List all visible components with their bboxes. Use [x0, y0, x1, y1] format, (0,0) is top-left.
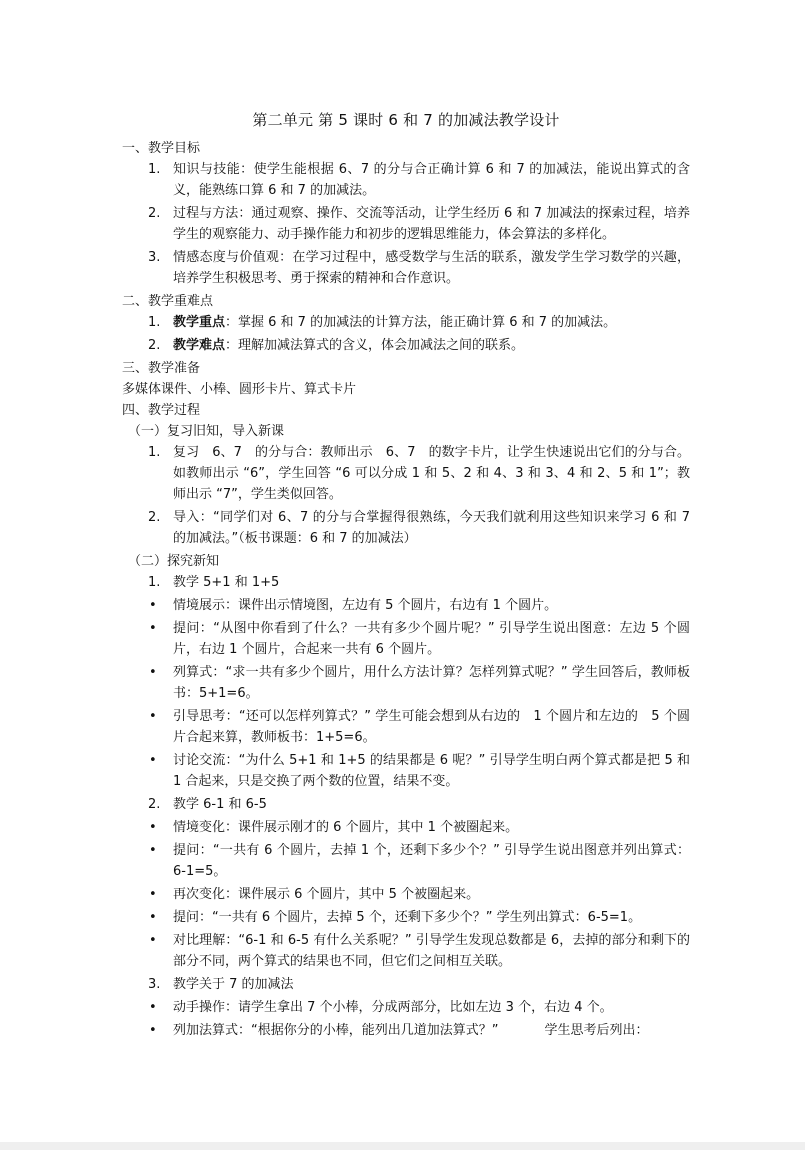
- bullet-text: 列加法算式：“根据你分的小棒，能列出几道加法算式？”: [173, 1023, 499, 1038]
- bullet-dot: •: [149, 1023, 157, 1038]
- list-item: [122, 312, 690, 333]
- list-number: 3.: [148, 250, 161, 265]
- section-heading-key-points: 二、教学重难点: [122, 294, 214, 309]
- key-point-label: 教学重点: [173, 315, 226, 330]
- preparation-text: 多媒体课件、小棒、圆形卡片、算式卡片: [122, 382, 357, 397]
- list-item: [122, 442, 690, 505]
- list-number: 1.: [148, 315, 161, 330]
- bullet-item: [122, 662, 690, 704]
- bullet-text: 对比理解：“6-1 和 6-5 有什么关系呢？” 引导学生发现总数都是 6，去掉的部分和剩下的部分不同，两个算式的结果也不同，但它们之间相互关联。: [173, 933, 690, 969]
- list-text: ：掌握 6 和 7 的加减法的计算方法，能正确计算 6 和 7 的加减法。: [225, 315, 617, 330]
- bullet-item: [122, 1020, 690, 1041]
- section-heading-goals: 一、教学目标: [122, 141, 201, 156]
- list-item: [122, 507, 690, 549]
- bullet-text: 讨论交流：“为什么 5+1 和 1+5 的结果都是 6 呢？” 引导学生明白两个算式都是把 5 和 1 合起来，只是交换了两个数的位置，结果不变。: [173, 753, 690, 789]
- list-text: 教学 6-1 和 6-5: [173, 797, 267, 812]
- bullet-dot: •: [149, 933, 157, 948]
- bullet-item: [122, 907, 690, 928]
- bullet-dot: •: [149, 820, 157, 835]
- bullet-text: 提问：“一共有 6 个圆片，去掉 1 个，还剩下多少个？” 引导学生说出图意并列出算式：6-1=5。: [173, 843, 690, 879]
- bullet-item: [122, 706, 690, 748]
- list-item: [122, 203, 690, 245]
- bullet-text: 引导思考：“还可以怎样列算式？” 学生可能会想到从右边的 1 个圆片和左边的 5 个圆片合起来算，教师板书：1+5=6。: [173, 709, 690, 745]
- list-number: 2.: [148, 338, 161, 353]
- list-text: 教学 5+1 和 1+5: [173, 575, 280, 590]
- bullet-text: 列算式：“求一共有多少个圆片，用什么方法计算？怎样列算式呢？” 学生回答后，教师板书：5+1=6。: [173, 665, 690, 701]
- bullet-dot: •: [149, 621, 157, 636]
- bullet-item: [122, 817, 690, 838]
- list-text: 导入：“同学们对 6、7 的分与合掌握得很熟练，今天我们就利用这些知识来学习 6 和 7 的加减法。”（板书课题：6 和 7 的加减法）: [173, 510, 690, 546]
- bullet-item: [122, 884, 690, 905]
- bullet-text: 情境变化：课件展示刚才的 6 个圆片，其中 1 个被圈起来。: [173, 820, 519, 835]
- list-item: [122, 247, 690, 289]
- section-heading-preparation: 三、教学准备: [122, 361, 201, 376]
- list-number: 2.: [148, 797, 161, 812]
- difficulty-label: 教学难点: [173, 338, 226, 353]
- list-text: 教学关于 7 的加减法: [173, 977, 294, 992]
- list-number: 1.: [148, 575, 161, 590]
- list-item: [122, 794, 690, 815]
- list-item: [122, 974, 690, 995]
- bullet-text: 提问：“一共有 6 个圆片，去掉 5 个，还剩下多少个？” 学生列出算式：6-5=1。: [173, 910, 642, 925]
- bullet-dot: •: [149, 1000, 157, 1015]
- bullet-text: 情境展示：课件出示情境图，左边有 5 个圆片，右边有 1 个圆片。: [173, 598, 558, 613]
- list-text: 情感态度与价值观：在学习过程中，感受数学与生活的联系，激发学生学习数学的兴趣，培养学生积极思考、勇于探索的精神和合作意识。: [173, 250, 690, 286]
- bullet-dot: •: [149, 665, 157, 680]
- bullet-dot: •: [149, 843, 157, 858]
- bullet-text: 提问：“从图中你看到了什么？一共有多少个圆片呢？” 引导学生说出图意：左边 5 个圆片，右边 1 个圆片，合起来一共有 6 个圆片。: [173, 621, 690, 657]
- page-title: 第二单元 第 5 课时 6 和 7 的加减法教学设计: [252, 111, 560, 129]
- bullet-dot: •: [149, 598, 157, 613]
- bullet-dot: •: [149, 753, 157, 768]
- list-number: 2.: [148, 206, 161, 221]
- bullet-dot: •: [149, 709, 157, 724]
- document-body: [122, 108, 690, 1043]
- bullet-item: [122, 840, 690, 882]
- list-number: 2.: [148, 510, 161, 525]
- bullet-dot: •: [149, 887, 157, 902]
- list-text: 复习 6、7 的分与合：教师出示 6、7 的数字卡片，让学生快速说出它们的分与合。如教师出示 “6”，学生回答 “6 可以分成 1 和 5、2 和 4、3 和 3、4 和 2、5 和 1”；教师出示 “7”，学生类似回答。: [173, 445, 690, 502]
- list-item: [122, 335, 690, 356]
- bullet-dot: •: [149, 910, 157, 925]
- bullet-item: [122, 595, 690, 616]
- list-item: [122, 159, 690, 201]
- bullet-text-continued: 学生思考后列出：: [544, 1023, 649, 1038]
- list-number: 1.: [148, 162, 161, 177]
- bullet-item: [122, 997, 690, 1018]
- section-heading-process: 四、教学过程: [122, 403, 201, 418]
- bullet-text: 动手操作：请学生拿出 7 个小棒，分成两部分，比如左边 3 个，右边 4 个。: [173, 1000, 613, 1015]
- list-text: ：理解加减法算式的含义，体会加减法之间的联系。: [225, 338, 525, 353]
- list-text: 过程与方法：通过观察、操作、交流等活动，让学生经历 6 和 7 加减法的探索过程，培养学生的观察能力、动手操作能力和初步的逻辑思维能力，体会算法的多样化。: [173, 206, 690, 242]
- bullet-item: [122, 618, 690, 660]
- list-number: 1.: [148, 445, 161, 460]
- bullet-item: [122, 750, 690, 792]
- bullet-text: 再次变化：课件展示 6 个圆片，其中 5 个被圈起来。: [173, 887, 480, 902]
- list-item: [122, 572, 690, 593]
- bullet-item: [122, 930, 690, 972]
- subsection-heading-explore: （二）探究新知: [128, 554, 220, 569]
- list-number: 3.: [148, 977, 161, 992]
- list-text: 知识与技能：使学生能根据 6、7 的分与合正确计算 6 和 7 的加减法，能说出算式的含义，能熟练口算 6 和 7 的加减法。: [173, 162, 690, 198]
- subsection-heading-review: （一）复习旧知，导入新课: [128, 424, 285, 439]
